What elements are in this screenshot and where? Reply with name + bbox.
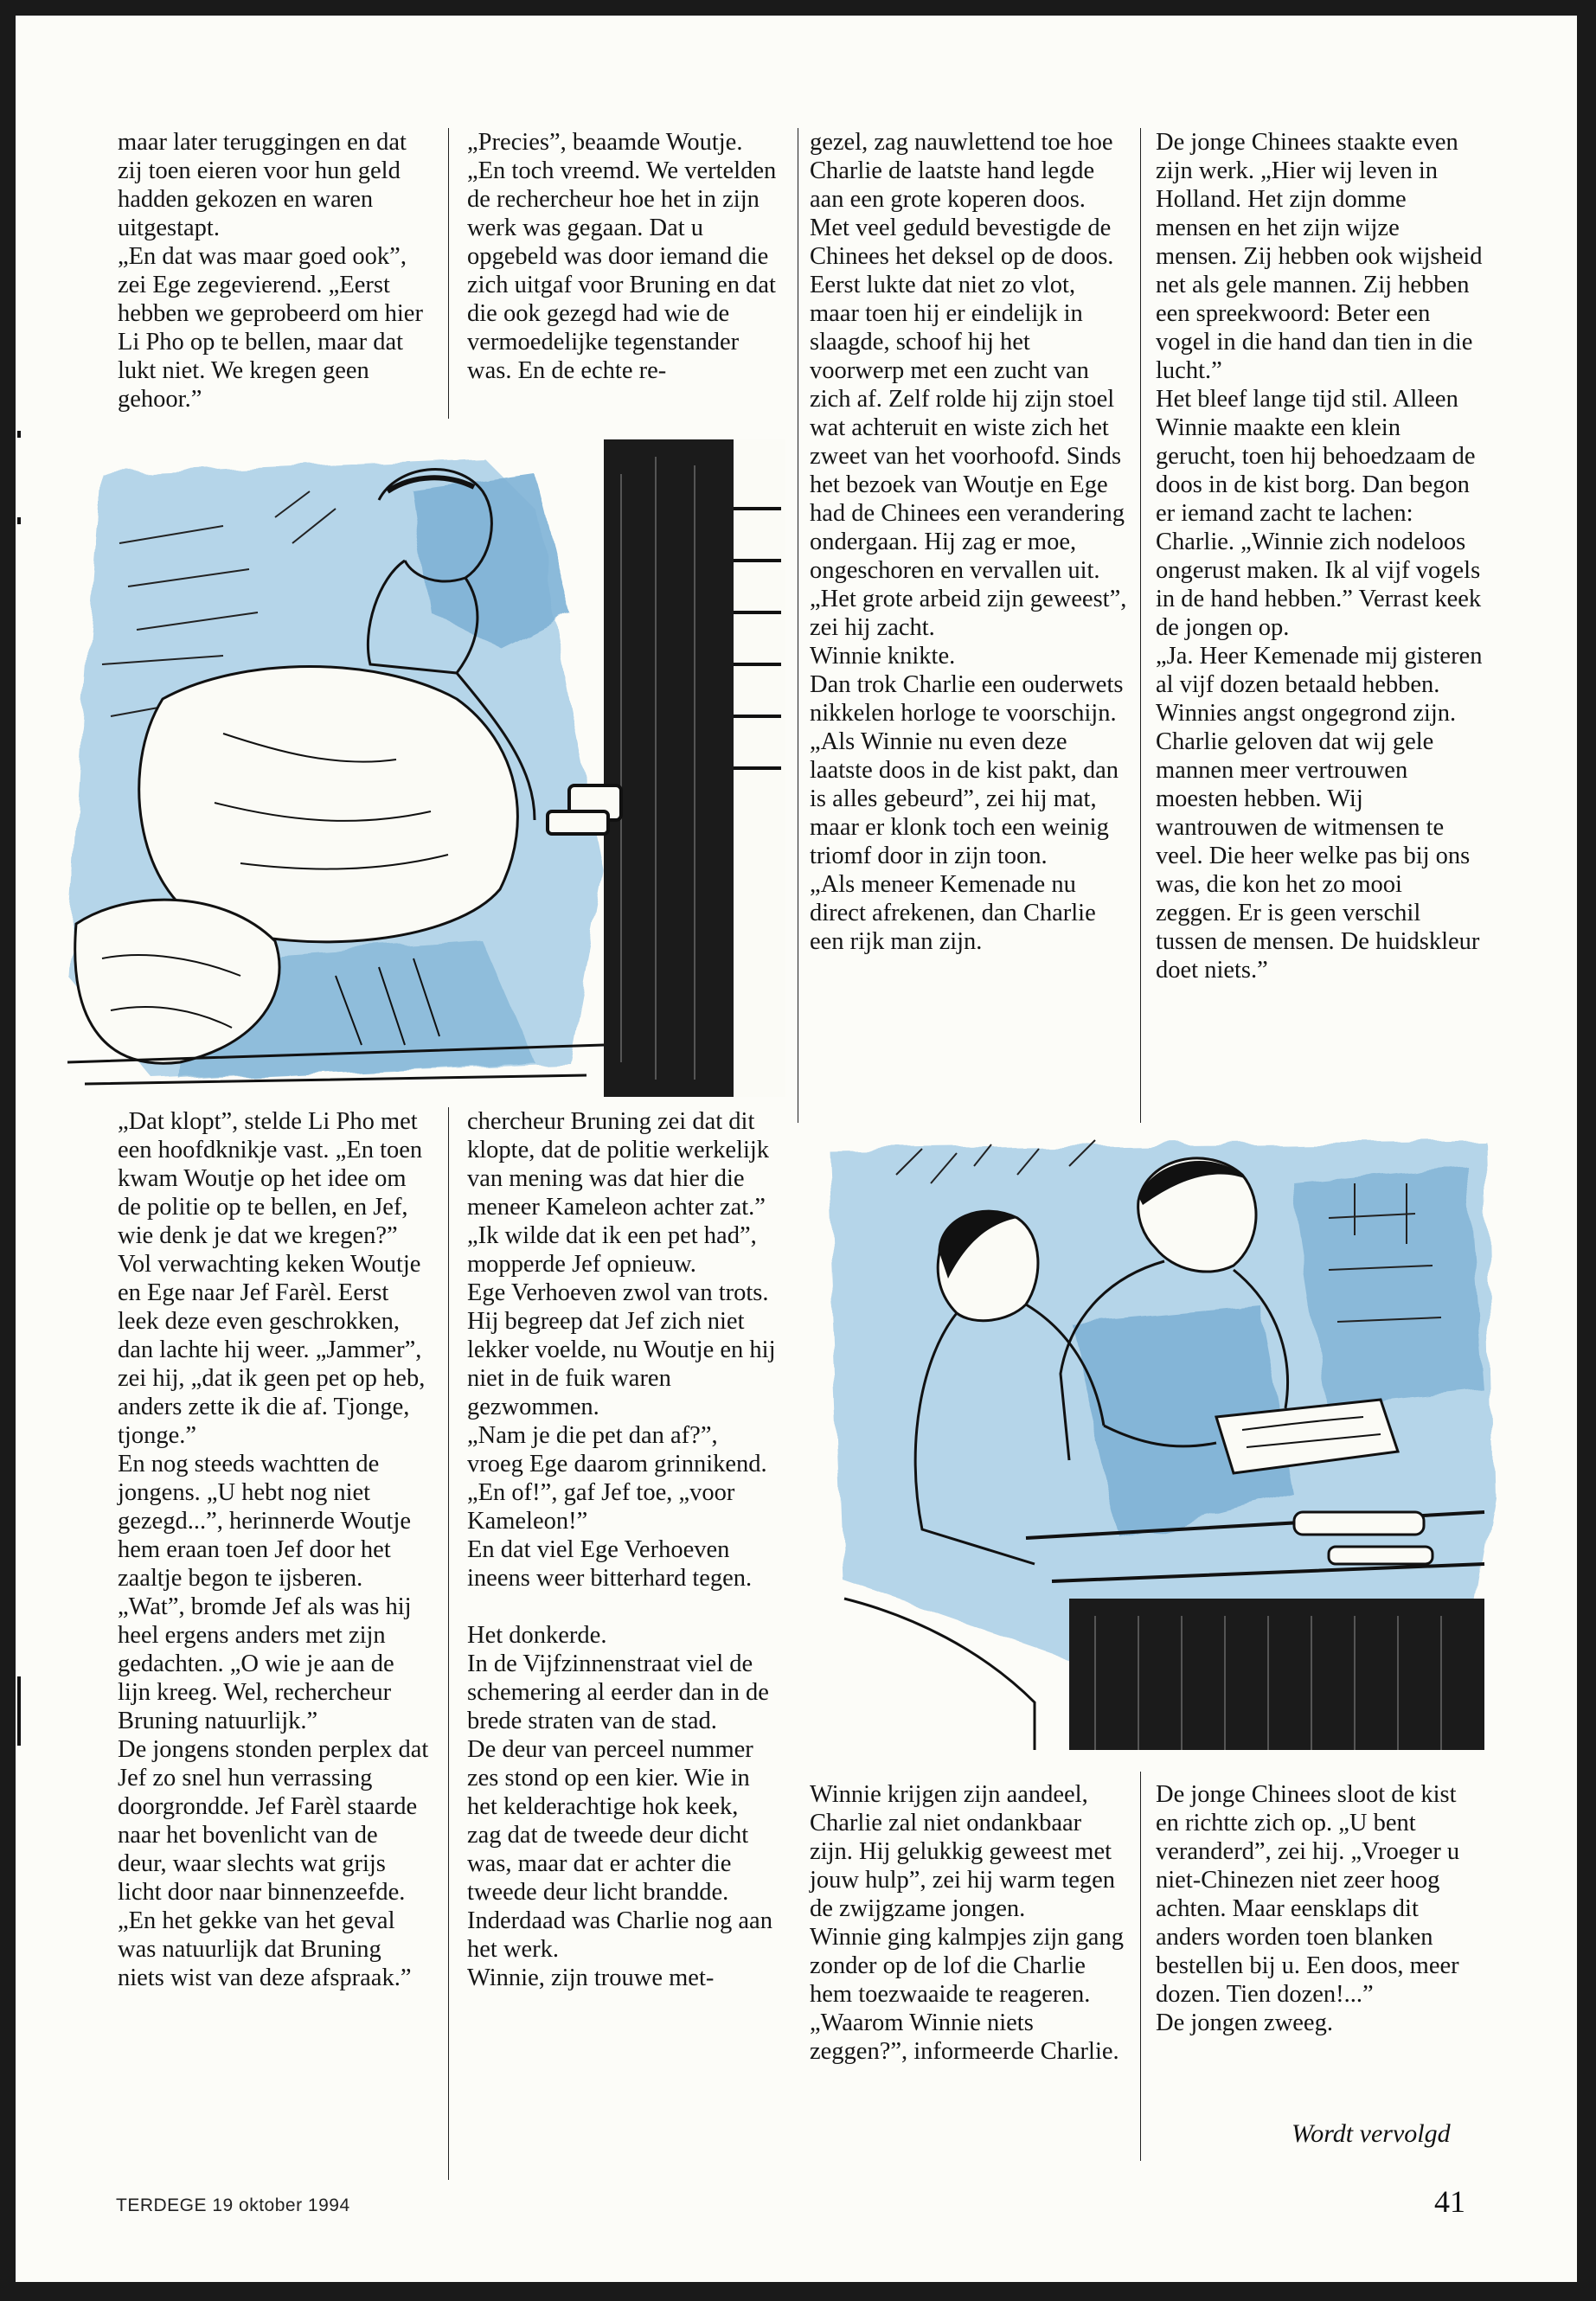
paragraph: chercheur Bruning zei dat dit klopte, dat de politie werkelijk van mening was dat hier die meneer Kameleon achter zat.” <box>467 1108 770 1221</box>
paragraph: „Nam je die pet dan af?”, vroeg Ege daarom grinnikend. <box>467 1422 767 1477</box>
paragraph: Winnie knikte. <box>810 643 956 670</box>
paragraph: De jongen zweeg. <box>1156 2009 1333 2036</box>
paragraph: „Het grote arbeid zijn geweest”, zei hij zacht. <box>810 586 1127 641</box>
column-rule <box>1140 1772 1141 2161</box>
paragraph: „Dat klopt”, stelde Li Pho met een hoofdknikje vast. „En toen kwam Woutje op het idee om de politie op te bellen, en Jef, wie denk je dat we kregen?” <box>118 1108 423 1249</box>
paragraph: Ege Verhoeven zwol van trots. Hij begreep dat Jef zich niet lekker voelde, nu Woutje en hij niet in de fuik waren gezwommen. <box>467 1279 776 1420</box>
paragraph: „Ja. Heer Kemenade mij gisteren al vijf dozen betaald hebben. Winnies angst ongegrond zijn. Charlie geloven dat wij gele mannen meer vertrouwen moesten hebben. Wij wantrouwen de witmensen te veel. Die heer welke pas bij ons was, die kon het zo mooi zeggen. Er is geen verschil tussen de mensen. De huidskleur doet niets.” <box>1156 643 1483 984</box>
page-number: 41 <box>1434 2184 1465 2219</box>
paragraph: „Als meneer Kemenade nu direct afrekenen, dan Charlie een rijk man zijn. <box>810 871 1096 955</box>
column-3-bottom <box>810 1780 1130 2066</box>
illustration-drawing <box>50 439 785 1097</box>
column-rule <box>448 1107 449 2180</box>
column-1-top <box>118 128 429 413</box>
paragraph: „Wat”, bromde Jef als was hij heel ergens anders met zijn gedachten. „O wie je aan de lijn kreeg. Wel, rechercheur Bruning natuurlijk.” <box>118 1593 412 1734</box>
paragraph: „Precies”, beaamde Woutje. „En toch vreemd. We vertelden de rechercheur hoe het in zijn werk was gegaan. Dat u opgebeld was door iemand die zich uitgaf voor Bruning en dat die ook gezegd had wie de vermoedelijke tegenstander was. En de echte re- <box>467 129 777 384</box>
scan-mark <box>17 1676 21 1746</box>
column-4-bottom <box>1156 1780 1483 2037</box>
paragraph: Dan trok Charlie een ouderwets nikkelen horloge te voorschijn. „Als Winnie nu even deze laatste doos in de kist pakt, dan is alles gebeurd”, zei hij mat, maar er klonk toch een weinig triomf door in zijn toon. <box>810 671 1124 869</box>
column-rule <box>448 128 449 419</box>
paragraph: Winnie, zijn trouwe met- <box>467 1965 715 1991</box>
scan-mark <box>17 431 21 438</box>
scan-mark <box>17 517 21 524</box>
illustration-two-men-at-workbench <box>810 1131 1502 1750</box>
footer-publication: TERDEGE 19 oktober 1994 <box>116 2195 350 2215</box>
column-2-top <box>467 128 779 385</box>
paragraph: Het bleef lange tijd stil. Alleen Winnie maakte een klein gerucht, toen hij behoedzaam de doos in de kist borg. Dan begon er iemand zacht te lachen: Charlie. „Winnie zich nodeloos ongerust maken. Ik al vijf vogels in de hand hebben.” Verrast keek de jongen op. <box>1156 386 1482 641</box>
column-rule <box>1140 128 1141 1123</box>
paragraph: maar later teruggingen en dat zij toen eieren voor hun geld hadden gekozen en waren uitgestapt. <box>118 129 407 241</box>
column-2-bottom <box>467 1107 779 1992</box>
paragraph: Vol verwachting keken Woutje en Ege naar Jef Farèl. Eerst leek deze even geschrokken, dan lachte hij weer. „Jammer”, zei hij, „dat ik geen pet op heb, anders zette ik die af. Tjonge, tjonge.” <box>118 1251 426 1449</box>
paragraph: De jonge Chinees sloot de kist en richtte zich op. „U bent veranderd”, zei hij. „Vroeger u niet-Chinezen niet zeer hoog achten. Maar eensklaps dit anders worden toen blanken bestellen bij u. Een doos, meer dozen. Tien dozen!...” <box>1156 1781 1460 2008</box>
paragraph: „Ik wilde dat ik een pet had”, mopperde Jef opnieuw. <box>467 1222 757 1278</box>
paragraph: Winnie krijgen zijn aandeel, Charlie zal niet ondankbaar zijn. Hij gelukkig geweest met jouw hulp”, zei hij warm tegen de zwijgzame jongen. <box>810 1781 1115 1922</box>
paragraph: gezel, zag nauwlettend toe hoe Charlie de laatste hand legde aan een grote koperen doos. <box>810 129 1113 213</box>
paragraph: Het donkerde. <box>467 1622 607 1649</box>
column-3-top <box>810 128 1130 956</box>
paragraph: „En het gekke van het geval was natuurlijk dat Bruning niets wist van deze afspraak.” <box>118 1907 412 1991</box>
continued-notice: Wordt vervolgd <box>1292 2119 1451 2148</box>
paragraph: De jonge Chinees staakte even zijn werk. „Hier wij leven in Holland. Het zijn domme mensen en het zijn wijze mensen. Zij hebben ook wijsheid net als gele mannen. Zij hebben een spreekwoord: Beter een vogel in die hand dan tien in die lucht.” <box>1156 129 1483 384</box>
paragraph: En nog steeds wachtten de jongens. „U hebt nog niet gezegd...”, herinnerde Woutje hem eraan toen Jef door het zaaltje begon te ijsberen. <box>118 1451 412 1592</box>
column-4-top <box>1156 128 1483 984</box>
magazine-page <box>16 16 1577 2282</box>
paragraph: De jongens stonden perplex dat Jef zo snel hun verrassing doorgrondde. Jef Farèl staarde naar het bovenlicht van de deur, waar slechts wat grijs licht door naar binnenzeefde. <box>118 1736 429 1906</box>
paragraph: Winnie ging kalmpjes zijn gang zonder op de lof die Charlie hem toezwaaide te reageren. <box>810 1924 1124 2008</box>
paragraph: En dat viel Ege Verhoeven ineens weer bitterhard tegen. <box>467 1536 753 1592</box>
paragraph: Met veel geduld bevestigde de Chinees het deksel op de doos. Eerst lukte dat niet zo vlot, maar toen hij er eindelijk in slaagde, schoof hij het voorwerp met een zucht van zich af. Zelf rolde hij zijn stoel wat achteruit en wiste zich het zweet van het voorhoofd. Sinds het bezoek van Woutje en Ege had de Chinees een verandering ondergaan. Hij zag er moe, ongeschoren en vervallen uit. <box>810 215 1125 584</box>
column-1-bottom <box>118 1107 429 1992</box>
illustration-man-at-door <box>50 439 785 1097</box>
paragraph: „Waarom Winnie niets zeggen?”, informeerde Charlie. <box>810 2009 1119 2065</box>
illustration-drawing <box>810 1131 1502 1750</box>
paragraph: In de Vijfzinnenstraat viel de schemering al eerder dan in de brede straten van de stad. <box>467 1650 769 1734</box>
paragraph: De deur van perceel nummer zes stond op een kier. Wie in het kelderachtige hok keek, zag dat de tweede deur dicht was, maar dat er achter die tweede deur licht brandde. Inderdaad was Charlie nog aan het werk. <box>467 1736 772 1963</box>
paragraph: „En of!”, gaf Jef toe, „voor Kameleon!” <box>467 1479 735 1535</box>
paragraph: „En dat was maar goed ook”, zei Ege zegevierend. „Eerst hebben we geprobeerd om hier Li Pho op te bellen, maar dat lukt niet. We kregen geen gehoor.” <box>118 243 423 413</box>
